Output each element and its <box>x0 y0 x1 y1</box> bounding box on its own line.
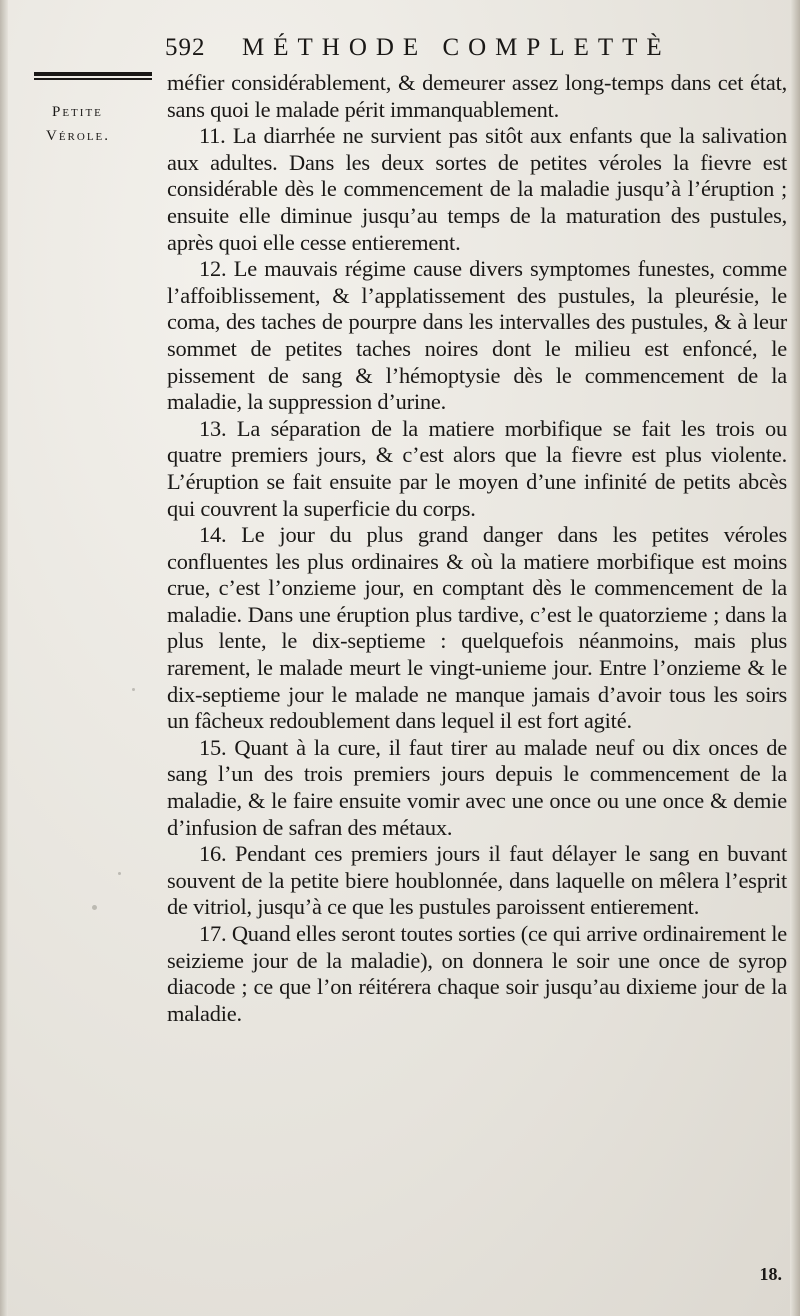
paper-speck <box>92 905 97 910</box>
body-text <box>167 70 787 1027</box>
page-edge-left <box>0 0 8 1316</box>
margin-note <box>46 100 162 148</box>
page-number: 592 <box>165 34 206 61</box>
paragraph-16: 16. Pendant ces premiers jours il faut délayer le sang en buvant souvent de la petite biere houblonnée, dans laquelle on mêlera l’esprit de vitriol, jusqu’à ce que les pustules paroissent entierement. <box>167 841 787 920</box>
paragraph-14: 14. Le jour du plus grand danger dans les petites véroles confluentes les plus ordinaires & où la matiere morbifique est moins crue, c’est l’onzieme jour, en comptant dès le commencement de la maladie. Dans une éruption plus tardive, c’est le quatorzieme ; dans la plus lente, le dix-septieme : quelquefois néanmoins, mais plus rarement, le malade meurt le vingt-unieme jour. Entre l’onzieme & le dix-septieme jour le malade ne manque jamais d’avoir tous les soirs un fâcheux redoublement dans lequel il est fort agité. <box>167 522 787 734</box>
margin-rule <box>34 72 152 79</box>
paragraph-13: 13. La séparation de la matiere morbifique se fait les trois ou quatre premiers jours, & c’est alors que la fievre est plus violente. L’éruption se fait ensuite par le moyen d’une infinité de petits abcès qui couvrent la superficie du corps. <box>167 415 787 521</box>
paragraph-12: 12. Le mauvais régime cause divers symptomes funestes, comme l’affoiblissement, & l’applatissement des pustules, la pleurésie, le coma, des taches de pourpre dans les intervalles des pustules, & à leur sommet de petites taches noires dont le milieu est enfoncé, le pissement de sang & l’hémoptysie dès le commencement de la maladie, la suppression d’urine. <box>167 256 787 415</box>
paragraph-17: 17. Quand elles seront toutes sorties (ce qui arrive ordinairement le seizieme jour de la maladie), on donnera le soir une once de syrop diacode ; ce que l’on réitérera chaque soir jusqu’au dixieme jour de la maladie. <box>167 921 787 1026</box>
page-header <box>150 34 710 70</box>
catchword: 18. <box>759 1264 782 1284</box>
paper-speck <box>118 872 121 875</box>
page-edge-right <box>790 0 800 1316</box>
paragraph-15: 15. Quant à la cure, il faut tirer au malade neuf ou dix onces de sang l’un des trois premiers jours depuis le commencement de la maladie, & le faire ensuite vomir avec une once ou une once & demie d’infusion de safran des métaux. <box>167 734 787 840</box>
paragraph-11: 11. La diarrhée ne survient pas sitôt aux enfants que la salivation aux adultes. Dans les deux sortes de petites véroles la fievre est considérable dès le commencement de la maladie jusqu’à l’éruption ; ensuite elle diminue jusqu’au temps de la maturation des pustules, après quoi elle cesse entierement. <box>167 123 787 255</box>
paper-speck <box>132 688 135 691</box>
running-title: MÉTHODE COMPLETTÈ <box>242 34 671 61</box>
margin-note-line: Petite <box>52 104 103 120</box>
paragraph-continued: méfier considérablement, & demeurer assez long-temps dans cet état, sans quoi le malade périt immanquablement. <box>167 70 787 122</box>
margin-note-line: Vérole. <box>46 128 111 144</box>
